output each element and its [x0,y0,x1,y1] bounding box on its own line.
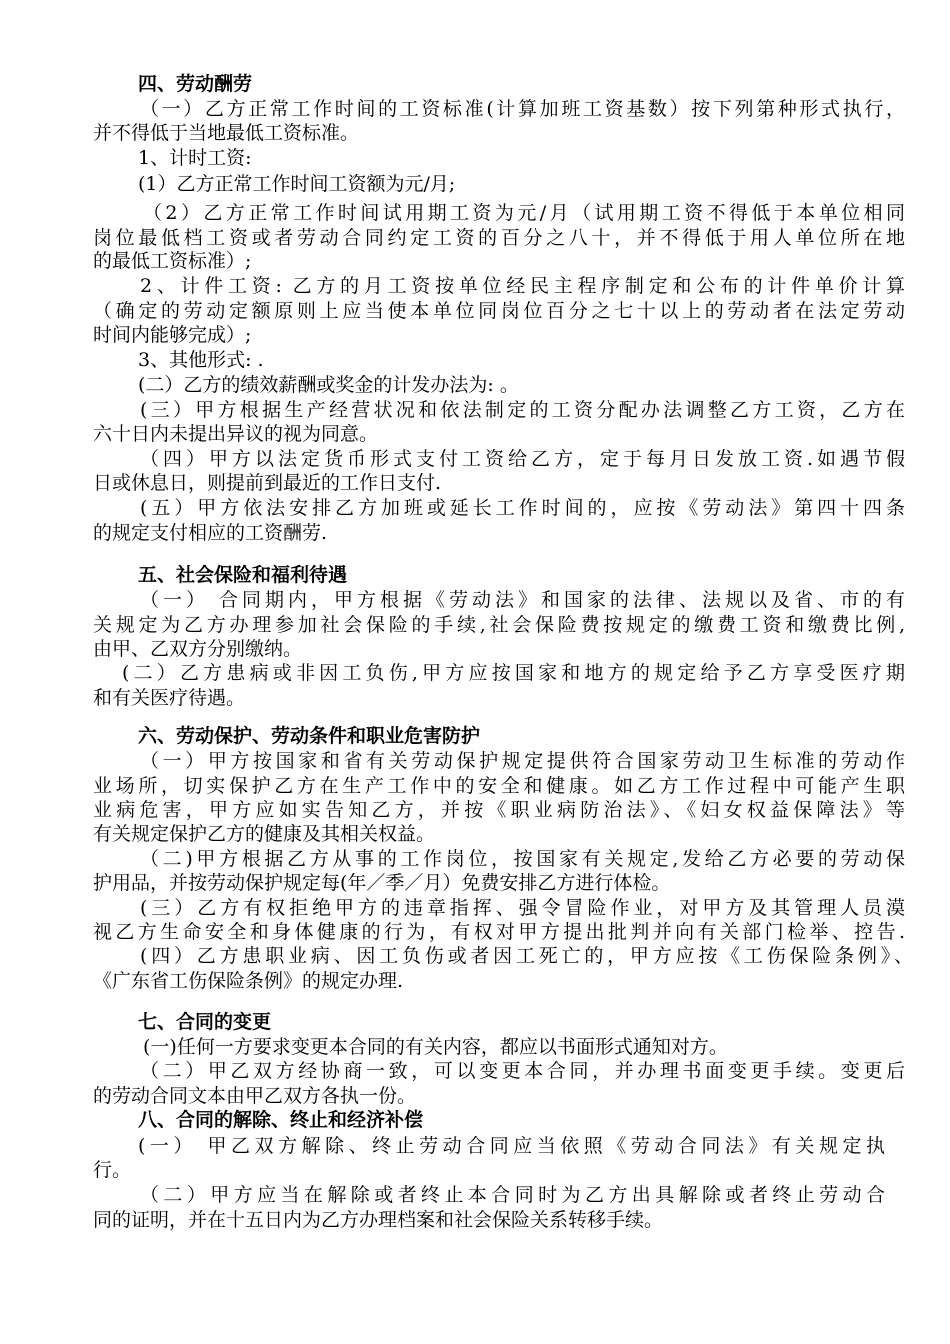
s4-item1b-line2: 岗位最低档工资或者劳动合同约定工资的百分之八十，并不得低于用人单位所在地 [93,227,905,249]
s4-para1-line1: （一）乙方正常工作时间的工资标准(计算加班工资基数）按下列第种形式执行， [140,98,905,120]
s7-para1: (一)任何一方要求变更本合同的有关内容，都应以书面形式通知对方。 [143,1036,728,1058]
s7-para2-line1: （二）甲乙双方经协商一致，可以变更本合同，并办理书面变更手续。变更后 [140,1060,905,1082]
section-7-heading: 七、合同的变更 [138,1011,272,1033]
s8-para2-line2: 同的证明，并在十五日内为乙方办理档案和社会保险关系转移手续。 [93,1209,664,1231]
section-8-heading: 八、合同的解除、终止和经济补偿 [138,1109,424,1131]
s5-para1-line1: （一） 合同期内，甲方根据《劳动法》和国家的法律、法规以及省、市的有 [140,589,905,611]
s4-item3: 3、其他形式: . [138,349,264,371]
s8-para2-line1: （二）甲方应当在解除或者终止本合同时为乙方出具解除或者终止劳动合 [140,1184,885,1206]
s4-para2: (二）乙方的绩效薪酬或奖金的计发办法为: 。 [138,374,519,396]
s6-para3-line1: (三）乙方有权拒绝甲方的违章指挥、强令冒险作业，对甲方及其管理人员漠 [140,897,905,919]
s7-para2-line2: 的劳动合同文本由甲乙双方各执一份。 [93,1085,417,1107]
s4-para3-line1: (三）甲方根据生产经营状况和依法制定的工资分配办法调整乙方工资，乙方在 [140,399,905,421]
s5-para1-line2: 关规定为乙方办理参加社会保险的手续,社会保险费按规定的缴费工资和缴费比例, [93,614,905,636]
s6-para1-line4: 有关规定保护乙方的健康及其相关权益。 [93,823,436,845]
s4-para3-line2: 六十日内未提出异议的视为同意。 [93,423,379,445]
s8-para1-line1: (一） 甲乙双方解除、终止劳动合同应当依照《劳动合同法》有关规定执 [138,1135,885,1157]
s4-para4-line1: （四）甲方以法定货币形式支付工资给乙方，定于每月日发放工资.如遇节假 [140,448,905,470]
s4-item2-line2: （确定的劳动定额原则上应当使本单位同岗位百分之七十以上的劳动者在法定劳动 [93,300,905,322]
s4-item1: 1、计时工资: [138,147,252,169]
s4-para4-line2: 日或休息日，则提前到最近的工作日支付. [93,472,442,494]
s5-para2-line2: 和有关医疗待遇。 [93,687,246,709]
s4-item2-line3: 时间内能够完成）; [93,324,252,346]
s6-para3-line2: 视乙方生命安全和身体健康的行为，有权对甲方提出批判并向有关部门检举、控告. [93,921,905,943]
s4-para1-line2: 并不得低于当地最低工资标准。 [93,122,360,144]
s5-para2-line1: (二）乙方患病或非因工负伤,甲方应按国家和地方的规定给予乙方享受医疗期 [122,662,905,684]
s4-para5-line1: (五）甲方依法安排乙方加班或延长工作时间的，应按《劳动法》第四十四条 [140,497,905,519]
section-6-heading: 六、劳动保护、劳动条件和职业危害防护 [138,725,481,747]
s6-para1-line3: 业病危害，甲方应如实告知乙方，并按《职业病防治法》、《妇女权益保障法》等 [93,799,905,821]
section-5-heading: 五、社会保险和福利待遇 [138,564,348,586]
section-4-heading: 四、劳动酬劳 [138,73,253,95]
s6-para4-line2: 《广东省工伤保险条例》的规定办理. [93,970,404,992]
s4-item2-line1: 2、计件工资: 乙方的月工资按单位经民主程序制定和公布的计件单价计算 [140,275,905,297]
s6-para2-line2: 护用品，并按劳动保护规定每(年／季／月）免费安排乙方进行体检。 [93,872,671,894]
s4-item1b-line3: 的最低工资标准）; [93,250,252,272]
s4-item1b-line1: （2）乙方正常工作时间试用期工资为元/月（试用期工资不得低于本单位相同 [143,202,905,224]
s5-para1-line3: 由甲、乙双方分别缴纳。 [93,638,303,660]
s6-para2-line1: （二)甲方根据乙方从事的工作岗位，按国家有关规定,发给乙方必要的劳动保 [140,848,905,870]
s8-para1-line2: 行。 [93,1159,132,1181]
s6-para4-line1: (四）乙方患职业病、因工负伤或者因工死亡的，甲方应按《工伤保险条例》、 [140,945,913,967]
s6-para1-line2: 业场所，切实保护乙方在生产工作中的安全和健康。如乙方工作过程中可能产生职 [93,775,905,797]
s6-para1-line1: （一）甲方按国家和省有关劳动保护规定提供符合国家劳动卫生标准的劳动作 [140,750,905,772]
s4-para5-line2: 的规定支付相应的工资酬劳. [93,522,328,544]
s4-item1a: (1）乙方正常工作时间工资额为元/月; [138,173,456,195]
